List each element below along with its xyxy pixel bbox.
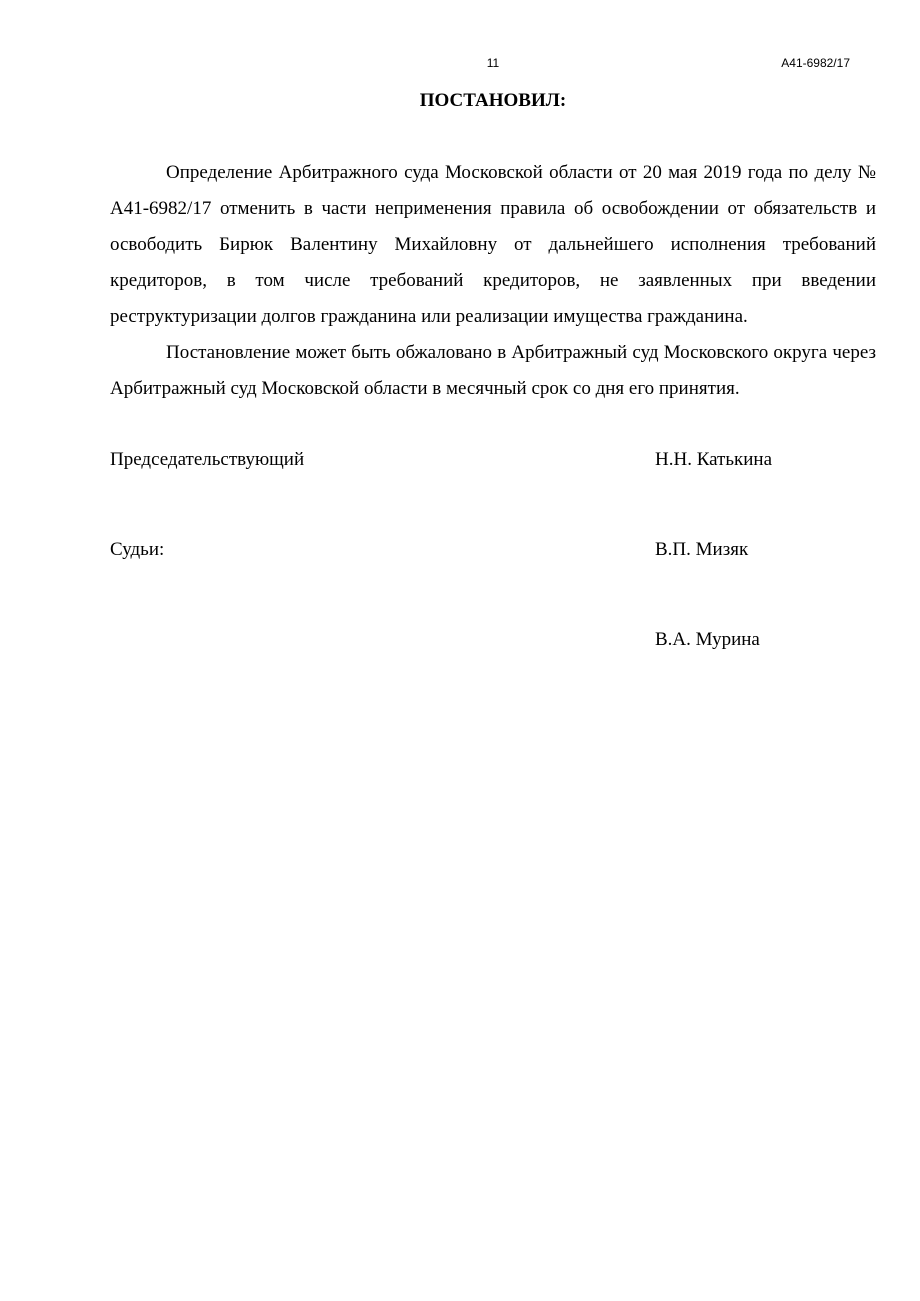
signature-judges [110,538,876,562]
judge-2-name: В.А. Мурина [655,629,760,650]
signature-presiding [110,448,876,472]
case-number-header: А41-6982/17 [781,56,850,70]
signature-judge-2 [110,628,876,652]
document-title: ПОСТАНОВИЛ: [419,90,567,111]
judge-1-name: В.П. Мизяк [655,539,749,560]
resolution-paragraph-decision: Определение Арбитражного суда Московской области от 20 мая 2019 года по делу № А41-6982/17 отменить в части неприменения правила об освобождении от обязательств и освободить Бирюк Валентину Михайловну от дальнейшего исполнения требований кредиторов, в том числе требований кредиторов, не заявленных при введении реструктуризации долгов гражданина или реализации имущества гражданина. [110,162,876,327]
judges-label: Судьи: [110,539,165,560]
presiding-name: Н.Н. Катькина [655,449,773,470]
presiding-label: Председательствующий [110,449,305,470]
resolution-paragraph-appeal: Постановление может быть обжаловано в Арбитражный суд Московского округа через Арбитражный суд Московской области в месячный срок со дня его принятия. [110,342,876,399]
page-number: 11 [486,56,500,70]
resolution-body [110,155,876,407]
